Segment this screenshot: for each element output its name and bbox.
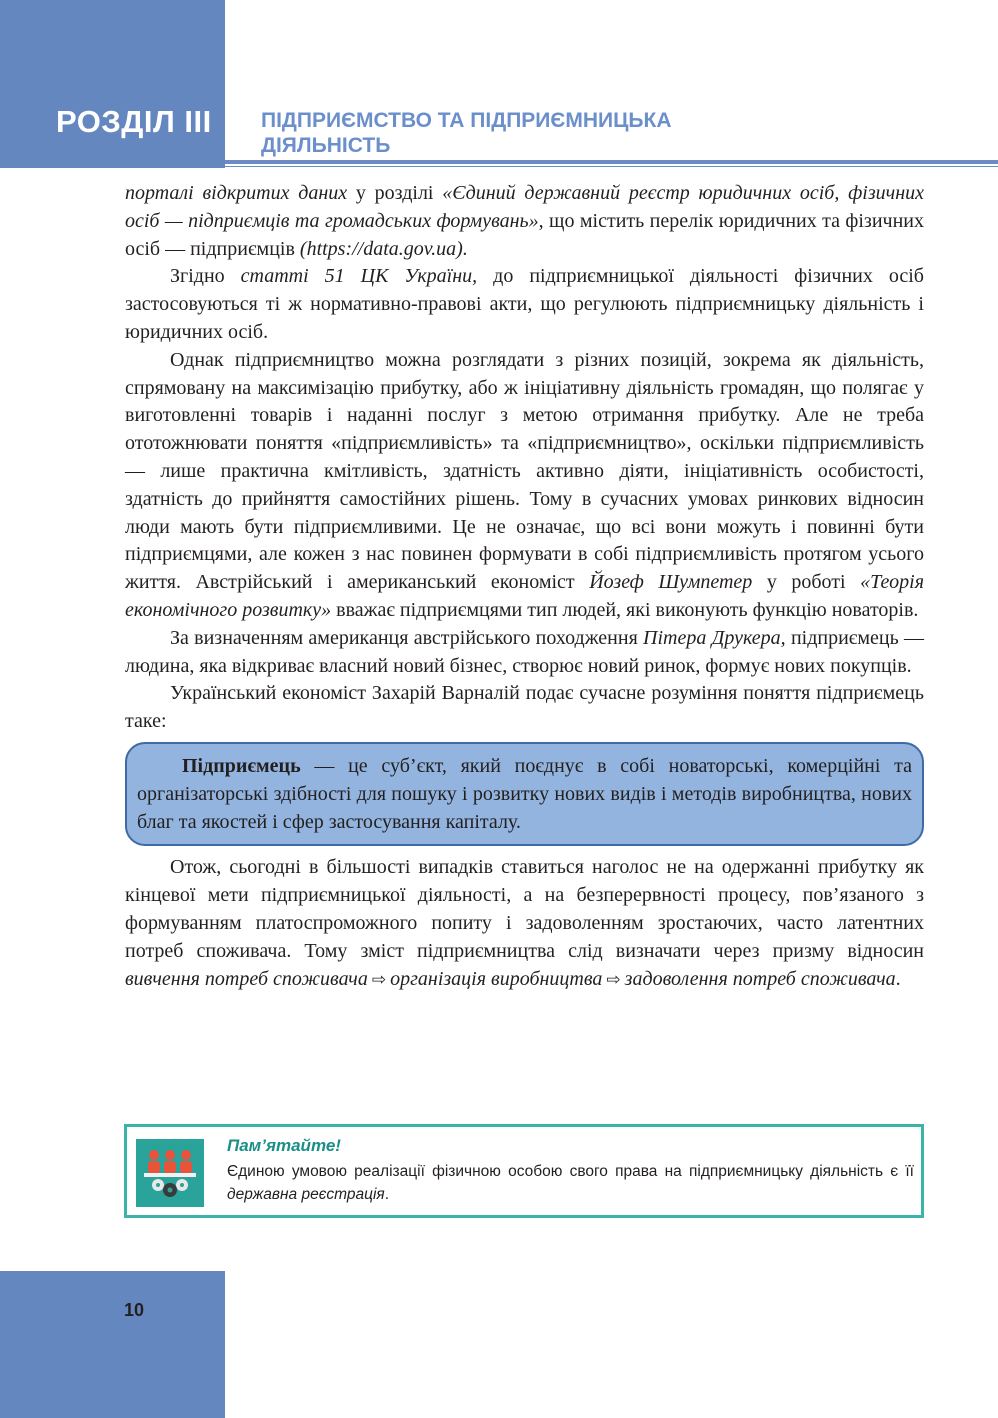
p1-link: (https://data.gov.ua).: [299, 237, 468, 260]
p6-text: Отож, сьогодні в більшості випадків ставиться наголос не на одержанні прибутку як кінцевої мети підприємницької діяльності, а на безперервності процесу, пов’язаного з формуванням платоспроможного попиту і задоволенням зростаючих, часто латентних потреб споживача. Тому зміст підприємництва слід визначати через призму відносин: [125, 856, 924, 962]
paragraph-6: [125, 854, 924, 994]
p6-end: .: [895, 967, 901, 990]
p6-step-1: вивчення потреб споживача: [125, 967, 368, 990]
page-number: 10: [124, 1300, 145, 1320]
p3-author: Йозеф Шумпетер: [589, 571, 753, 594]
p6-step-2: організація виробництва: [390, 967, 603, 990]
p2-law-reference: статті 51 ЦК України,: [240, 265, 478, 288]
remember-title: Пам’ятайте!: [227, 1136, 341, 1155]
p3-text-3: вважає підприємцями тип людей, які виконують функцію новаторів.: [331, 598, 919, 621]
p4-author: Пітера Друкера,: [643, 626, 786, 649]
section-title-line2: ДІЯЛЬНІСТЬ: [261, 134, 391, 157]
main-text: [125, 180, 924, 994]
remember-text: [227, 1160, 914, 1206]
p1-register-name: «Єдиний державний реєстр юридичних осіб, фізичних осіб — підприємців та громадських формувань»: [125, 182, 925, 232]
arrow-right-icon: ⇨: [371, 969, 387, 990]
definition-text: [137, 753, 912, 836]
p2-text-2: до підприємницької діяльності фізичних осіб застосовуються ті ж нормативно-правові акти, що регулюють підприємницьку діяльність і юридичних осіб.: [125, 265, 924, 343]
p3-book-title: «Теорія економічного розвитку»: [125, 571, 924, 621]
p3-text: Однак підприємництво можна розглядати з різних позицій, зокрема як діяльність, спрямовану на максимізацію прибутку, або ж ініціативну діяльність громадян, що полягає у виготовленні товарів і наданні послуг з метою отримання прибутку. Але не треба ототожнювати поняття «підприємливість» та «підприємництво», оскільки підприємливість — лише практична кмітливість, здатність активно діяти, ініціативність особистості, здатність до прийняття самостійних рішень. Тому в сучасних умовах ринкових відносин люди мають бути підприємливими. Це не означає, що всі вони можуть і повинні бути підприємцями, але кожен з нас повинен формувати в собі підприємливість протягом усього життя. Австрійський і американський економіст: [125, 348, 924, 594]
section-label: РОЗДІЛ III: [56, 104, 212, 139]
p1-text-2: , що містить перелік юридичних та фізичних осіб — підприємців: [125, 209, 924, 260]
definition-box: [125, 742, 924, 846]
p4-text-2: підприємець — людина, яка відкриває власний новий бізнес, створює новий ринок, формує нових покупців.: [125, 626, 924, 677]
p5-text: Український економіст Захарій Варналій подає сучасне розуміння поняття підприємець таке:: [125, 682, 924, 733]
section-title: [261, 108, 821, 158]
remember-text-c: .: [384, 1186, 390, 1203]
header-rule: [225, 160, 998, 164]
remember-text-a: Єдиною умовою реалізації фізичною особою свого права на підприємницьку діяльність є її: [227, 1163, 914, 1180]
team-gears-icon: [136, 1139, 204, 1207]
p2-text: Згідно: [170, 265, 241, 288]
remember-emphasis: державна реєстрація: [227, 1186, 385, 1203]
p6-step-3: задоволення потреб споживача: [624, 967, 896, 990]
p1-text: у розділі: [347, 182, 443, 204]
definition-body: — це суб’єкт, який поєднує в собі новаторські, комерційні та організаторські здібності для пошуку і розвитку нових видів і методів виробництва, нових благ та якостей і сфер застосування капіталу.: [137, 754, 912, 833]
paragraph-3: [125, 347, 924, 625]
p1-emphasis: порталі відкритих даних: [125, 182, 348, 204]
paragraph-2: [125, 263, 924, 346]
header-band: [0, 0, 225, 168]
paragraph-4: [125, 625, 924, 681]
header-rule-thin: [225, 166, 998, 167]
p3-text-2: у роботі: [752, 571, 861, 594]
paragraph-1: [125, 180, 924, 263]
definition-term: Підприємець: [182, 754, 301, 777]
p4-text: За визначенням американця австрійського походження: [170, 626, 644, 649]
remember-box: [124, 1124, 924, 1218]
arrow-right-icon: ⇨: [606, 969, 621, 990]
footer-band: [0, 1271, 225, 1418]
section-title-line1: ПІДПРИЄМСТВО ТА ПІДПРИЄМНИЦЬКА: [261, 109, 672, 132]
paragraph-5: [125, 680, 924, 736]
